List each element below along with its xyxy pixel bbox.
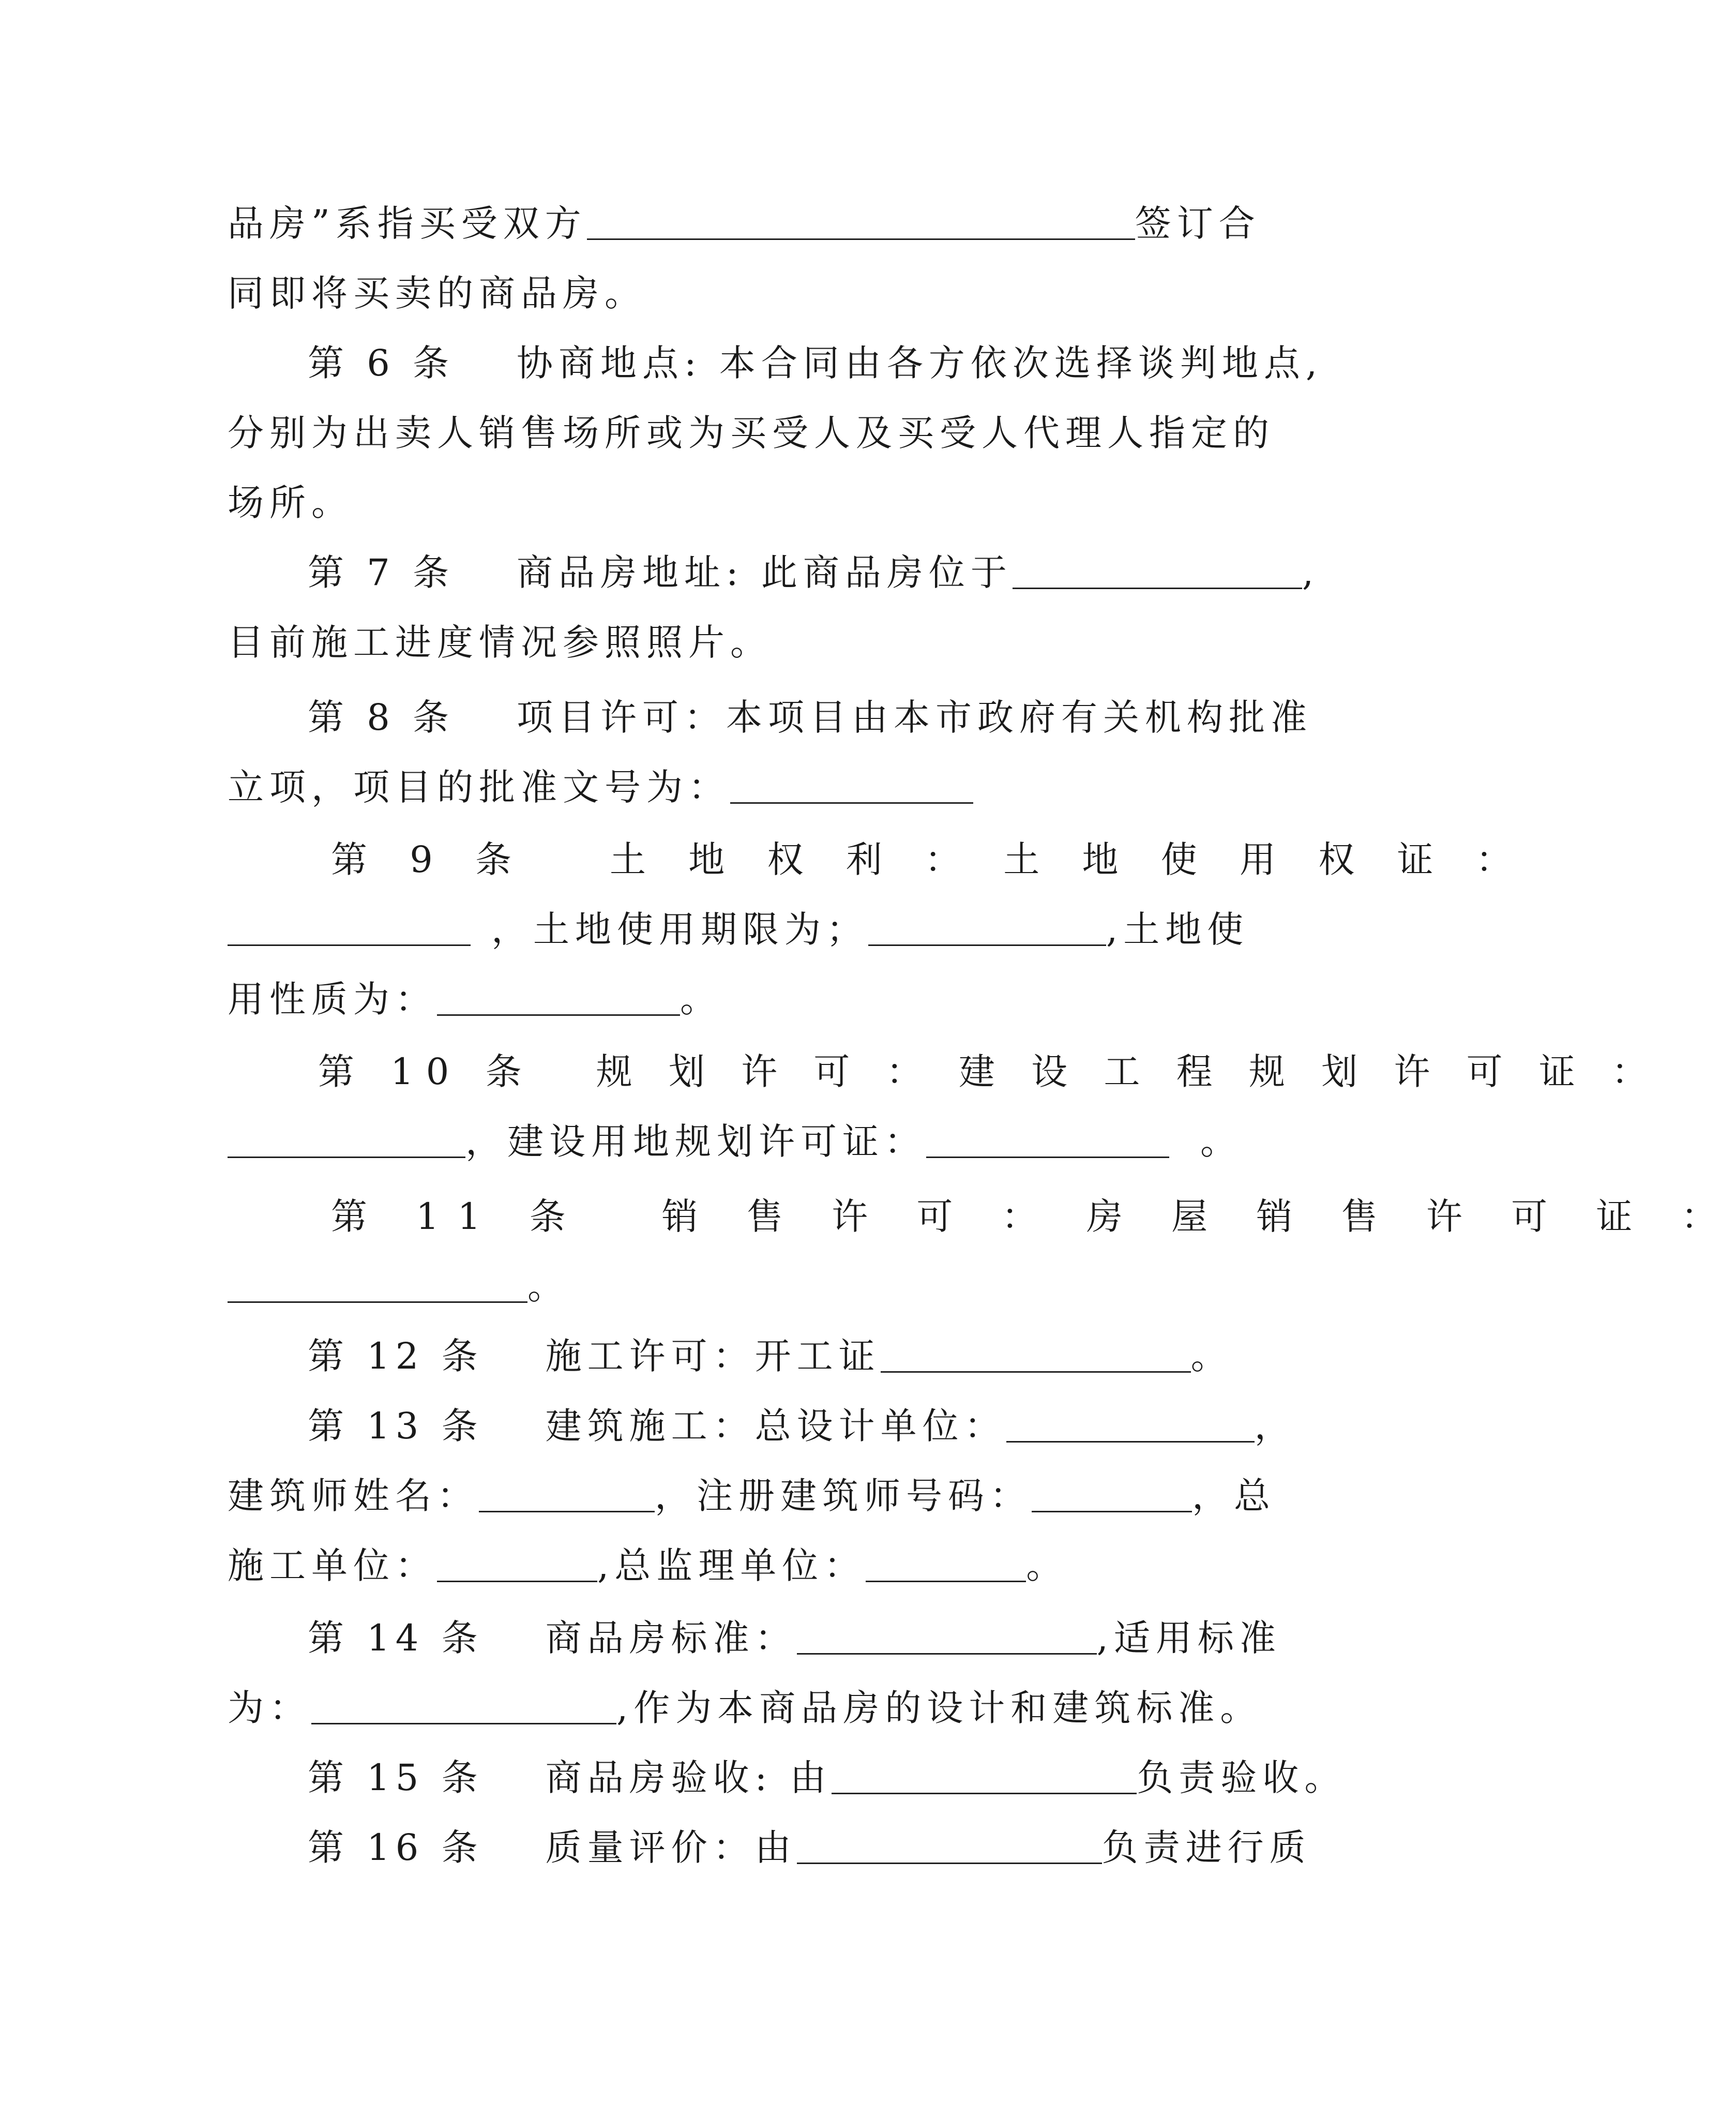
fill-in-blank[interactable] <box>832 1756 1137 1794</box>
fill-in-blank[interactable] <box>1013 551 1302 589</box>
article-number: 第 8 条 <box>308 696 455 739</box>
text: 分别为出卖人销售场所或为买受人及买受人代理人指定的 <box>228 412 1275 454</box>
fill-in-blank[interactable] <box>797 1826 1102 1864</box>
article-text: 销 售 许 可 ： 房 屋 销 售 许 可 证 ： <box>661 1195 1736 1238</box>
text: , <box>1302 551 1320 594</box>
fill-in-blank[interactable] <box>228 1120 465 1158</box>
text: 场所。 <box>228 482 353 524</box>
article-14 <box>228 1610 1281 1666</box>
text: 签订合 <box>1135 202 1261 245</box>
fill-in-blank[interactable] <box>730 766 973 804</box>
fill-in-blank[interactable] <box>866 1544 1026 1582</box>
fill-in-blank[interactable] <box>228 1265 527 1303</box>
article-number: 第 11 条 <box>331 1195 584 1238</box>
contract-line <box>228 901 1270 958</box>
text: ,适用标准 <box>1096 1617 1281 1659</box>
article-number: 第 16 条 <box>308 1826 484 1869</box>
contract-line <box>228 1467 1276 1524</box>
text: 用性质为： <box>228 978 437 1020</box>
text: ，注册建筑师号码： <box>655 1475 1032 1517</box>
contract-line <box>228 1258 1270 1315</box>
fill-in-blank[interactable] <box>587 202 1135 240</box>
text: ，建设用地规划许可证： <box>465 1120 926 1163</box>
text: 。 <box>680 978 722 1020</box>
contract-line <box>228 404 1275 461</box>
text: 目前施工进度情况参照照片。 <box>228 621 772 664</box>
article-text: 项目许可：本项目由本市政府有关机构批准 <box>517 696 1313 739</box>
article-text: 规 划 许 可 ： 建 设 工 程 规 划 许 可 证 ： <box>596 1050 1660 1093</box>
text: ， <box>1254 1405 1296 1447</box>
article-16 <box>228 1819 1311 1876</box>
fill-in-blank[interactable] <box>479 1475 655 1512</box>
fill-in-blank[interactable] <box>1006 1405 1255 1443</box>
article-number: 第 13 条 <box>308 1405 484 1447</box>
article-6 <box>228 335 1323 392</box>
article-text: 质量评价：由 <box>545 1826 797 1869</box>
article-15 <box>228 1749 1347 1806</box>
text: 品房”系指买受双方 <box>228 202 587 245</box>
text: ,总监理单位： <box>597 1544 866 1587</box>
article-text: 协商地点: 本合同由各方依次选择谈判地点, <box>517 342 1323 384</box>
article-10 <box>228 1043 1660 1100</box>
article-9 <box>228 831 1528 888</box>
article-7 <box>228 544 1320 601</box>
text: 立项，项目的批准文号为： <box>228 766 730 808</box>
contract-line <box>228 1679 1270 1736</box>
article-text: 商品房验收: 由 <box>545 1756 832 1799</box>
contract-line <box>228 474 1270 531</box>
text: 为： <box>228 1687 311 1729</box>
article-number: 第 9 条 <box>331 838 527 881</box>
contract-line <box>228 1113 1270 1170</box>
article-number: 第 7 条 <box>308 551 455 594</box>
fill-in-blank[interactable] <box>437 1544 597 1582</box>
article-text: 商品房地址: 此商品房位于 <box>517 551 1013 594</box>
text: 负责验收。 <box>1137 1756 1347 1799</box>
contract-line <box>228 195 1270 252</box>
text: ,作为本商品房的设计和建筑标准。 <box>616 1687 1262 1729</box>
article-number: 第 12 条 <box>308 1335 484 1377</box>
article-12 <box>228 1328 1270 1385</box>
text: 。 <box>1190 1335 1233 1377</box>
article-text: 商品房标准： <box>545 1617 797 1659</box>
fill-in-blank[interactable] <box>926 1120 1169 1158</box>
text: 施工单位： <box>228 1544 437 1587</box>
article-text: 建筑施工：总设计单位： <box>545 1405 1006 1447</box>
contract-line <box>228 614 1270 671</box>
fill-in-blank[interactable] <box>437 978 680 1016</box>
fill-in-blank[interactable] <box>797 1617 1097 1655</box>
article-13 <box>228 1398 1296 1454</box>
fill-in-blank[interactable] <box>881 1335 1191 1373</box>
text: 。 <box>527 1265 569 1308</box>
text: ，土地使用期限为； <box>491 908 868 951</box>
contract-line <box>228 1537 1270 1594</box>
fill-in-blank[interactable] <box>1032 1475 1192 1512</box>
article-8 <box>228 689 1313 746</box>
article-text: 施工许可：开工证 <box>545 1335 881 1377</box>
article-11 <box>228 1188 1736 1245</box>
article-number: 第 6 条 <box>308 342 455 384</box>
text: ,土地使 <box>1106 908 1249 951</box>
text: 建筑师姓名： <box>228 1475 479 1517</box>
text: 。 <box>1026 1544 1068 1587</box>
contract-line <box>228 265 1270 322</box>
article-number: 第 14 条 <box>308 1617 484 1659</box>
article-number: 第 10 条 <box>318 1050 534 1093</box>
article-number: 第 15 条 <box>308 1756 484 1799</box>
fill-in-blank[interactable] <box>311 1687 616 1724</box>
fill-in-blank[interactable] <box>228 908 471 946</box>
article-text: 土 地 权 利 ： 土 地 使 用 权 证 ： <box>610 838 1528 881</box>
text: 同即将买卖的商品房。 <box>228 272 646 314</box>
fill-in-blank[interactable] <box>868 908 1106 946</box>
contract-line <box>228 971 1270 1028</box>
text: 负责进行质 <box>1101 1826 1311 1869</box>
text: 。 <box>1200 1120 1242 1163</box>
text: ，总 <box>1192 1475 1276 1517</box>
contract-line <box>228 759 1270 816</box>
